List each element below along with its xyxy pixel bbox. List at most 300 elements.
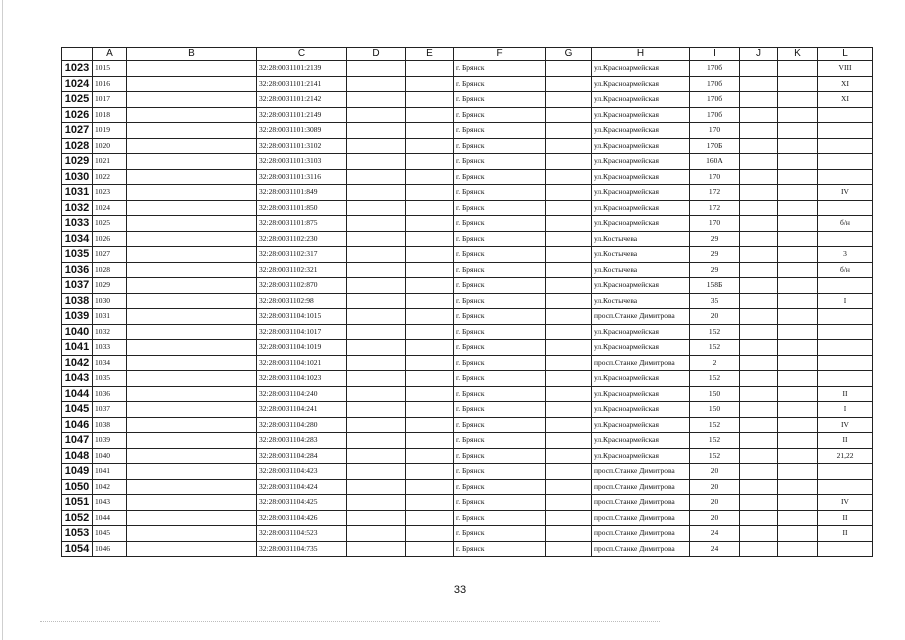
table-row [62,247,873,263]
column-header: I [690,48,740,61]
cell-room [818,123,873,139]
cell-cadastral-number: 32:28:0031102:317 [257,247,347,263]
cell-d [347,107,406,123]
cell-j [740,278,778,294]
cell-house-number: 152 [690,448,740,464]
cell-cadastral-number: 32:28:0031104:423 [257,464,347,480]
cell-house-number: 152 [690,371,740,387]
table-row [62,495,873,511]
cell-j [740,293,778,309]
cell-room [818,169,873,185]
cell-k [778,169,818,185]
cell-j [740,200,778,216]
cell-house-number: 170Б [690,138,740,154]
table-row [62,107,873,123]
table-row [62,231,873,247]
cell-e [406,138,454,154]
cell-b [127,138,257,154]
cell-house-number: 170 [690,216,740,232]
cell-a: 1034 [93,355,127,371]
cell-house-number: 170б [690,107,740,123]
cell-b [127,123,257,139]
cell-b [127,324,257,340]
cell-e [406,386,454,402]
cell-a: 1015 [93,61,127,77]
row-number: 1042 [62,355,93,371]
table-row [62,386,873,402]
column-header-row [62,48,873,61]
cell-cadastral-number: 32:28:0031104:424 [257,479,347,495]
cell-house-number: 170б [690,92,740,108]
cell-cadastral-number: 32:28:0031104:1021 [257,355,347,371]
cell-j [740,340,778,356]
row-number: 1033 [62,216,93,232]
cell-city: г. Брянск [454,402,546,418]
cell-cadastral-number: 32:28:0031104:426 [257,510,347,526]
cell-k [778,278,818,294]
cell-room [818,154,873,170]
cell-street: ул.Красноармейская [592,107,690,123]
row-number: 1026 [62,107,93,123]
cell-e [406,185,454,201]
row-number: 1053 [62,526,93,542]
cell-k [778,510,818,526]
cell-k [778,231,818,247]
cell-house-number: 20 [690,510,740,526]
cell-house-number: 172 [690,200,740,216]
cell-room: 3 [818,247,873,263]
cell-b [127,510,257,526]
table-row [62,309,873,325]
cell-a: 1038 [93,417,127,433]
cell-street: ул.Красноармейская [592,92,690,108]
cell-g [546,262,592,278]
cell-g [546,386,592,402]
cell-e [406,526,454,542]
cell-k [778,200,818,216]
cell-b [127,231,257,247]
cell-city: г. Брянск [454,278,546,294]
cell-cadastral-number: 32:28:0031101:2149 [257,107,347,123]
cell-k [778,154,818,170]
cell-b [127,247,257,263]
cell-b [127,526,257,542]
cell-b [127,417,257,433]
cell-house-number: 172 [690,185,740,201]
cell-d [347,92,406,108]
cell-j [740,464,778,480]
cell-g [546,510,592,526]
row-number: 1034 [62,231,93,247]
cell-street: ул.Красноармейская [592,386,690,402]
cell-room: II [818,433,873,449]
cell-e [406,541,454,557]
cell-k [778,293,818,309]
cell-cadastral-number: 32:28:0031102:870 [257,278,347,294]
cell-house-number: 152 [690,417,740,433]
cell-d [347,138,406,154]
cell-a: 1035 [93,371,127,387]
table-row [62,185,873,201]
cell-e [406,216,454,232]
cell-a: 1040 [93,448,127,464]
cell-cadastral-number: 32:28:0031104:1017 [257,324,347,340]
cell-house-number: 150 [690,386,740,402]
cell-d [347,293,406,309]
cell-cadastral-number: 32:28:0031101:3089 [257,123,347,139]
cell-k [778,216,818,232]
cell-street: просп.Станке Димитрова [592,526,690,542]
cell-k [778,386,818,402]
cell-city: г. Брянск [454,200,546,216]
cell-g [546,417,592,433]
cell-g [546,278,592,294]
cell-g [546,76,592,92]
cell-street: ул.Красноармейская [592,76,690,92]
cell-g [546,309,592,325]
cell-b [127,216,257,232]
column-header: H [592,48,690,61]
cell-a: 1032 [93,324,127,340]
cell-street: ул.Красноармейская [592,154,690,170]
table-row [62,216,873,232]
cell-g [546,355,592,371]
row-number: 1051 [62,495,93,511]
cell-d [347,526,406,542]
cell-e [406,278,454,294]
cell-k [778,433,818,449]
cell-d [347,510,406,526]
table-row [62,278,873,294]
cell-city: г. Брянск [454,386,546,402]
cell-street: ул.Красноармейская [592,216,690,232]
cell-j [740,417,778,433]
cell-b [127,371,257,387]
table-row [62,293,873,309]
cell-g [546,200,592,216]
cell-g [546,92,592,108]
cell-a: 1016 [93,76,127,92]
cell-city: г. Брянск [454,510,546,526]
table-row [62,92,873,108]
cell-e [406,154,454,170]
cell-d [347,247,406,263]
cell-street: просп.Станке Димитрова [592,495,690,511]
table-row [62,262,873,278]
cell-k [778,138,818,154]
page-number: 33 [453,584,467,596]
cell-a: 1023 [93,185,127,201]
table-row [62,448,873,464]
cell-g [546,464,592,480]
cell-j [740,262,778,278]
cell-room: I [818,293,873,309]
cell-g [546,340,592,356]
cell-city: г. Брянск [454,417,546,433]
cell-b [127,107,257,123]
cell-g [546,169,592,185]
cell-room [818,479,873,495]
cell-k [778,479,818,495]
cell-j [740,479,778,495]
cell-a: 1041 [93,464,127,480]
cell-a: 1042 [93,479,127,495]
row-number: 1039 [62,309,93,325]
cell-d [347,309,406,325]
table-row [62,433,873,449]
cell-a: 1017 [93,92,127,108]
table-row [62,324,873,340]
cell-j [740,495,778,511]
cell-e [406,371,454,387]
cell-k [778,185,818,201]
cell-g [546,479,592,495]
cell-b [127,402,257,418]
cell-j [740,526,778,542]
cell-g [546,107,592,123]
cell-street: ул.Красноармейская [592,169,690,185]
cell-house-number: 20 [690,309,740,325]
cell-room [818,107,873,123]
row-number: 1052 [62,510,93,526]
cell-street: ул.Красноармейская [592,324,690,340]
cell-room [818,541,873,557]
cell-g [546,216,592,232]
cell-e [406,495,454,511]
cell-b [127,433,257,449]
table-row [62,76,873,92]
cell-cadastral-number: 32:28:0031104:280 [257,417,347,433]
cell-b [127,200,257,216]
cell-city: г. Брянск [454,92,546,108]
cell-house-number: 170б [690,61,740,77]
cell-house-number: 24 [690,526,740,542]
cell-a: 1025 [93,216,127,232]
cell-k [778,92,818,108]
cell-e [406,262,454,278]
cell-j [740,169,778,185]
column-header: E [406,48,454,61]
cell-room [818,355,873,371]
cell-a: 1029 [93,278,127,294]
cell-street: просп.Станке Димитрова [592,479,690,495]
cell-city: г. Брянск [454,371,546,387]
column-header: B [127,48,257,61]
cell-a: 1026 [93,231,127,247]
cell-a: 1020 [93,138,127,154]
cell-street: ул.Красноармейская [592,402,690,418]
cell-j [740,309,778,325]
cell-d [347,216,406,232]
cell-room [818,464,873,480]
cell-d [347,278,406,294]
cell-cadastral-number: 32:28:0031104:523 [257,526,347,542]
cell-street: ул.Красноармейская [592,61,690,77]
cell-room: II [818,526,873,542]
cell-j [740,247,778,263]
cell-g [546,324,592,340]
table-row [62,340,873,356]
cell-g [546,541,592,557]
cell-street: ул.Красноармейская [592,433,690,449]
cell-b [127,386,257,402]
cell-cadastral-number: 32:28:0031104:240 [257,386,347,402]
cell-d [347,200,406,216]
spreadsheet-table [61,47,873,557]
cell-e [406,76,454,92]
cell-j [740,541,778,557]
cell-g [546,185,592,201]
table-row [62,123,873,139]
cell-city: г. Брянск [454,541,546,557]
cell-a: 1028 [93,262,127,278]
cell-city: г. Брянск [454,340,546,356]
cell-cadastral-number: 32:28:0031101:3102 [257,138,347,154]
cell-j [740,216,778,232]
cell-k [778,464,818,480]
cell-e [406,293,454,309]
cell-house-number: 160А [690,154,740,170]
cell-e [406,247,454,263]
cell-street: ул.Красноармейская [592,371,690,387]
cell-e [406,510,454,526]
cell-city: г. Брянск [454,526,546,542]
cell-street: ул.Красноармейская [592,185,690,201]
cell-cadastral-number: 32:28:0031104:284 [257,448,347,464]
cell-room: VIII [818,61,873,77]
cell-j [740,107,778,123]
column-header: F [454,48,546,61]
cell-k [778,324,818,340]
cell-a: 1043 [93,495,127,511]
table-row [62,138,873,154]
cell-k [778,123,818,139]
cell-cadastral-number: 32:28:0031101:849 [257,185,347,201]
cell-city: г. Брянск [454,293,546,309]
cell-d [347,417,406,433]
cell-a: 1018 [93,107,127,123]
column-header: K [778,48,818,61]
cell-street: просп.Станке Димитрова [592,309,690,325]
cell-d [347,169,406,185]
cell-k [778,309,818,325]
cell-street: ул.Костычева [592,247,690,263]
cell-city: г. Брянск [454,231,546,247]
cell-house-number: 29 [690,231,740,247]
cell-k [778,448,818,464]
cell-room: II [818,386,873,402]
cell-d [347,464,406,480]
cell-j [740,76,778,92]
cell-b [127,154,257,170]
cell-room: XI [818,92,873,108]
cell-j [740,402,778,418]
cell-a: 1033 [93,340,127,356]
cell-a: 1024 [93,200,127,216]
cell-house-number: 20 [690,464,740,480]
cell-a: 1045 [93,526,127,542]
cell-cadastral-number: 32:28:0031101:2142 [257,92,347,108]
cell-room: XI [818,76,873,92]
cell-cadastral-number: 32:28:0031104:1023 [257,371,347,387]
cell-cadastral-number: 32:28:0031101:2141 [257,76,347,92]
cell-room [818,309,873,325]
cell-e [406,355,454,371]
cell-j [740,386,778,402]
row-number: 1024 [62,76,93,92]
cell-street: ул.Красноармейская [592,278,690,294]
cell-b [127,278,257,294]
cell-street: просп.Станке Димитрова [592,510,690,526]
cell-g [546,433,592,449]
cell-city: г. Брянск [454,169,546,185]
cell-d [347,495,406,511]
cell-city: г. Брянск [454,433,546,449]
cell-room: 21,22 [818,448,873,464]
cell-city: г. Брянск [454,355,546,371]
cell-j [740,433,778,449]
cell-street: ул.Красноармейская [592,138,690,154]
cell-e [406,107,454,123]
cell-k [778,495,818,511]
cell-d [347,386,406,402]
cell-e [406,169,454,185]
cell-e [406,324,454,340]
cell-city: г. Брянск [454,154,546,170]
cell-room: I [818,402,873,418]
cell-g [546,231,592,247]
row-number: 1030 [62,169,93,185]
table-row [62,200,873,216]
cell-j [740,231,778,247]
cell-a: 1021 [93,154,127,170]
cell-j [740,355,778,371]
cell-d [347,123,406,139]
cell-a: 1039 [93,433,127,449]
cell-k [778,76,818,92]
cell-city: г. Брянск [454,464,546,480]
cell-j [740,371,778,387]
cell-room: б/н [818,216,873,232]
cell-cadastral-number: 32:28:0031101:850 [257,200,347,216]
cell-k [778,526,818,542]
cell-house-number: 24 [690,541,740,557]
cell-e [406,479,454,495]
cell-room: IV [818,495,873,511]
table-row [62,371,873,387]
cell-b [127,541,257,557]
column-header: D [347,48,406,61]
cell-e [406,340,454,356]
cell-street: просп.Станке Димитрова [592,541,690,557]
cell-g [546,61,592,77]
cell-room: II [818,510,873,526]
cell-b [127,495,257,511]
cell-b [127,479,257,495]
cell-e [406,200,454,216]
cell-a: 1037 [93,402,127,418]
cell-cadastral-number: 32:28:0031101:3116 [257,169,347,185]
cell-g [546,402,592,418]
table-body [62,61,873,557]
cell-city: г. Брянск [454,107,546,123]
cell-d [347,541,406,557]
row-number: 1048 [62,448,93,464]
cell-city: г. Брянск [454,262,546,278]
cell-b [127,169,257,185]
cell-house-number: 152 [690,324,740,340]
cell-j [740,185,778,201]
